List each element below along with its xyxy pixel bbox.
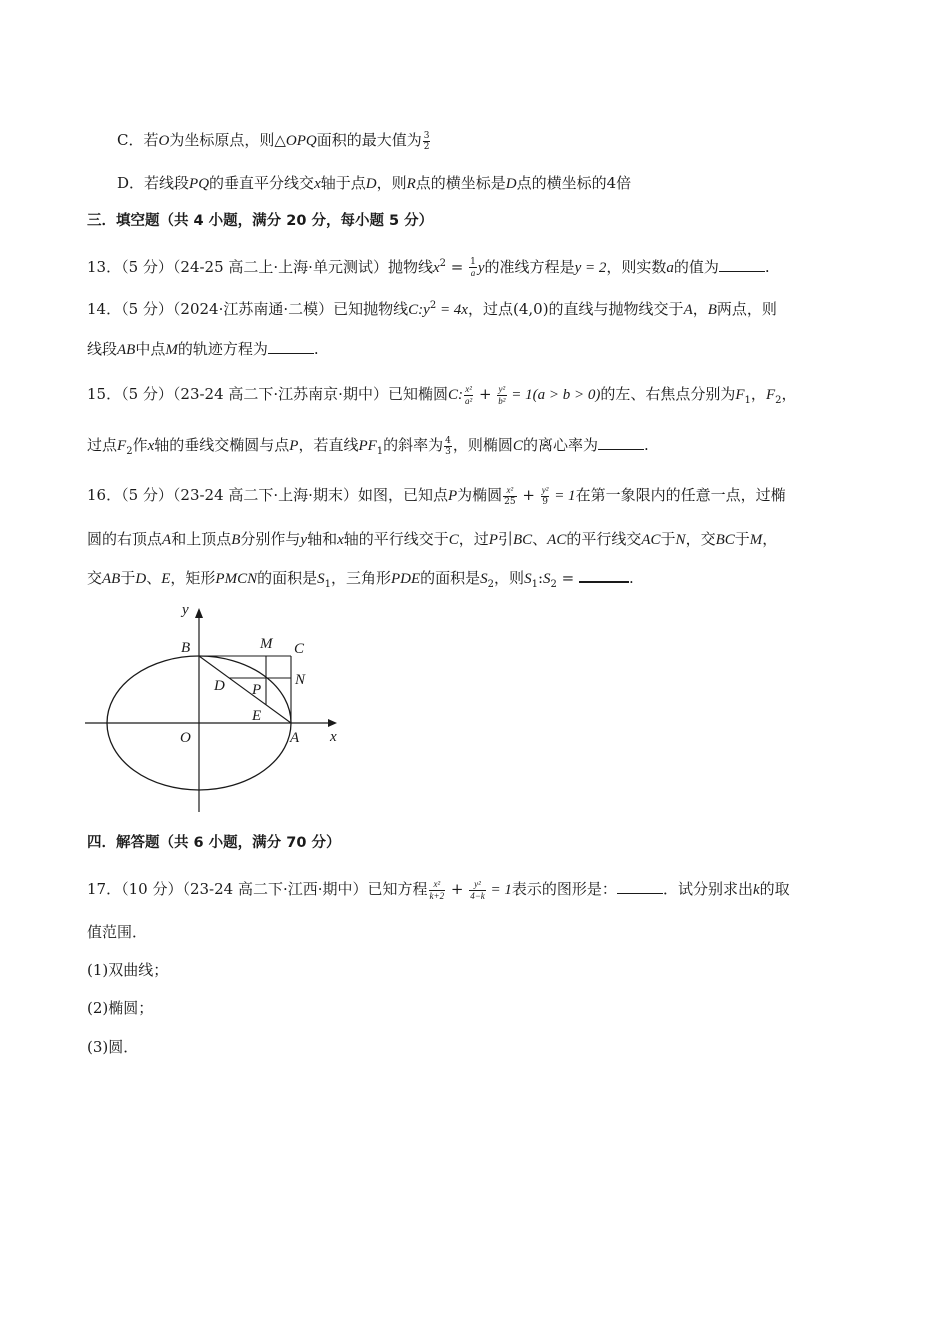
label-d: D — [214, 678, 225, 694]
section-heading-answer: 四．解答题（共 6 小题，满分 70 分） — [87, 835, 341, 851]
label-m: M — [260, 636, 273, 652]
question-15-line2: 过点$F_2$作x轴的垂线交椭圆与点P，若直线$PF_1$的斜率为 $\frac{4}{3}$ ，则椭圆C的离心率为 . — [87, 435, 649, 457]
label-b: B — [181, 640, 191, 656]
question-17-line2: 值范围． — [87, 923, 148, 941]
question-17: 17．（10 分）（23-24 高二下·江西·期中）已知方程 $\frac{\text{x²}}{k+2}$ + $\frac{\text{y²}}{4-k}$ = 1表示的图形是： ．试分别求出k的取 — [87, 878, 790, 901]
label-c: C — [294, 641, 305, 657]
question-14: 14．（5 分）（2024·江苏南通·二模）已知抛物线$C:y^2 = 4x$，过点(4,0)的直线与抛物线交于A，B两点，则 — [87, 300, 777, 318]
question-17-part-2: (2)椭圆； — [87, 999, 154, 1017]
option-d: D．若线段PQ的垂直平分线交x轴于点D，则R点的横坐标是D点的横坐标的4倍 — [117, 174, 632, 192]
answer-blank[interactable] — [579, 567, 629, 583]
question-14-line2: 线段AB中点M的轨迹方程为 . — [87, 340, 319, 358]
label-n: N — [295, 672, 306, 688]
label-o: O — [180, 730, 191, 746]
question-16-line3: 交AB于D、E，矩形PMCN的面积是$S_1$，三角形PDE的面积是$S_2$，则$S_1:S_2$ = . — [87, 569, 634, 590]
answer-blank[interactable] — [719, 257, 765, 272]
label-a: A — [290, 730, 300, 746]
question-17-part-1: (1)双曲线； — [87, 961, 169, 979]
label-x: x — [330, 729, 337, 745]
label-p: P — [252, 682, 262, 698]
option-c: C．若O为坐标原点，则△OPQ面积的最大值为 $\frac{3}{2}$ — [117, 130, 430, 152]
y-axis-arrow-icon — [195, 608, 203, 618]
section-heading-fill-in: 三．填空题（共 4 小题，满分 20 分，每小题 5 分） — [87, 213, 434, 229]
question-16-line2: 圆的右顶点A和上顶点B分别作与y轴和x轴的平行线交于C，过P引BC、AC的平行线交AC于N，交BC于M， — [87, 530, 778, 548]
segment-ab — [199, 656, 291, 723]
question-15: 15．（5 分）（23-24 高二下·江苏南京·期中）已知椭圆C: $\frac{\text{x²}}{\text{a²}}$ + $\frac{\text{y²}}{\text{b²}}$ = 1(a > b > 0)的左、右焦点分别为$F_1$，$F_2$， — [87, 383, 797, 406]
question-16: 16．（5 分）（23-24 高二下·上海·期末）如图，已知点P为椭圆 $\frac{\text{x²}}{25}$ + $\frac{\text{y²}}{9}$ = 1在第一象限内的任意一点，过椭 — [87, 485, 786, 507]
label-y: y — [182, 602, 189, 618]
question-17-part-3: (3)圆． — [87, 1038, 139, 1056]
label-e: E — [252, 708, 262, 724]
question-13: 13．（5 分）（24-25 高二上·上海·单元测试）抛物线$x^2$ = $\frac{1}{a}$ y的准线方程是y = 2，则实数a的值为 . — [87, 257, 770, 278]
fraction: $\frac{3}{2}$ — [423, 130, 430, 152]
ellipse-figure — [80, 600, 350, 815]
x-axis-arrow-icon — [328, 719, 337, 727]
answer-blank[interactable] — [598, 435, 644, 450]
answer-blank[interactable] — [268, 339, 314, 354]
answer-blank[interactable] — [617, 879, 663, 894]
